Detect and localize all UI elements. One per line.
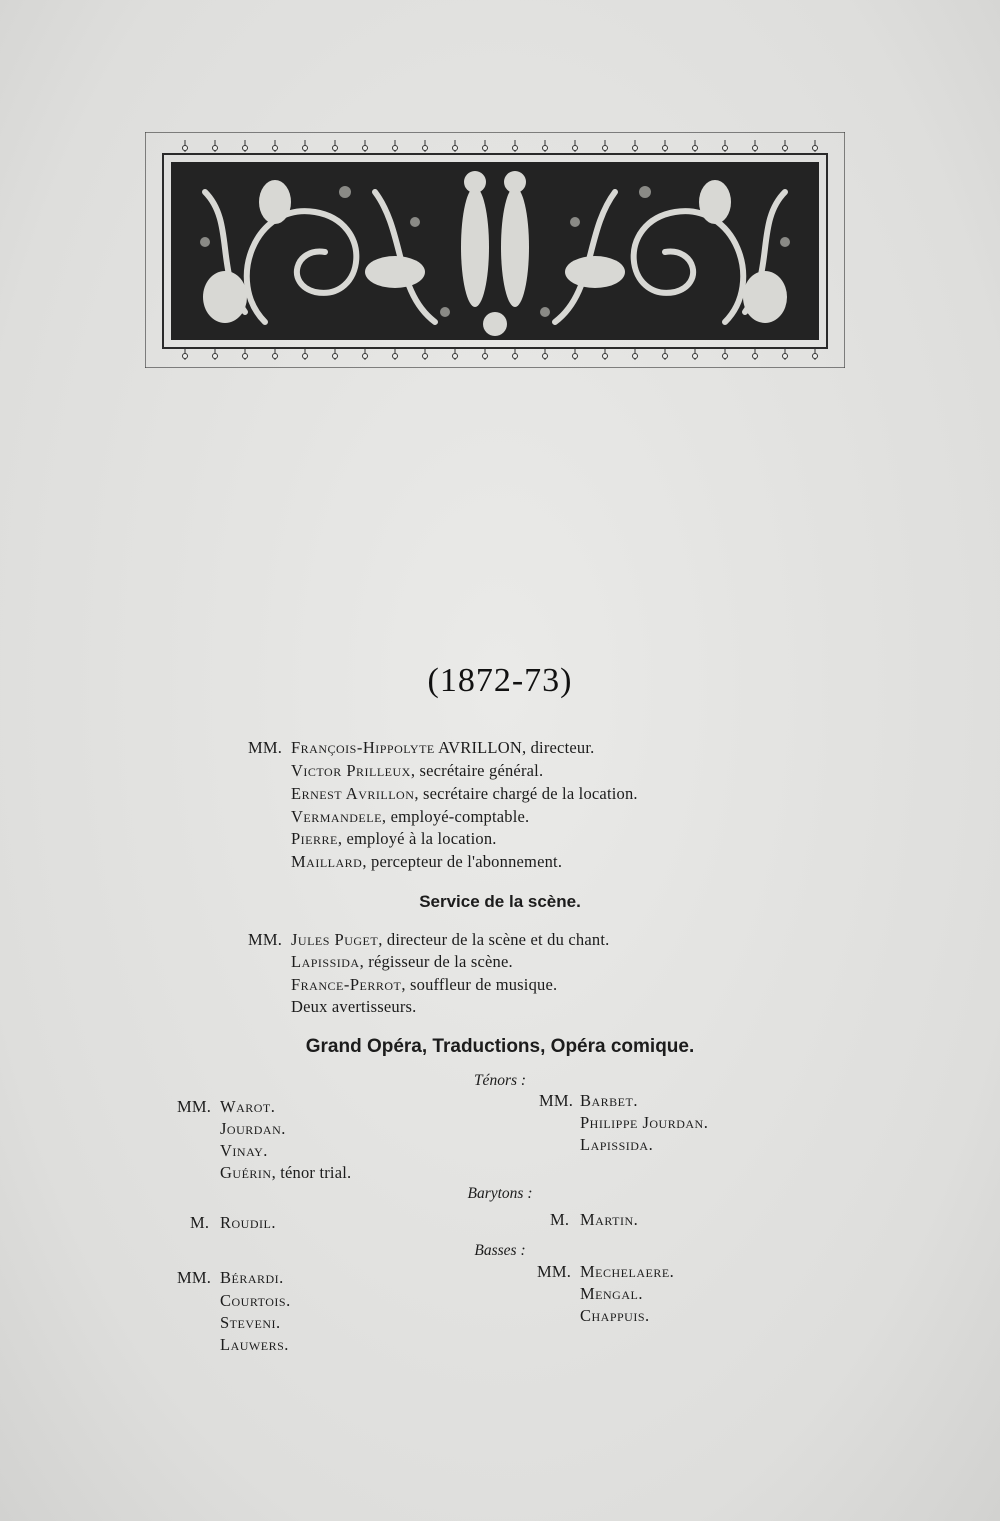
admin-role: , percepteur de l'abonnement. <box>362 852 563 871</box>
admin-name: Maillard <box>291 852 363 871</box>
service-role: , souffleur de musique. <box>401 975 558 994</box>
service-role: , régisseur de la scène. <box>359 952 513 971</box>
admin-name: Vermandele <box>291 807 382 826</box>
admin-name-extra: AVRILLON <box>434 738 522 757</box>
admin-role: , employé-comptable. <box>381 807 530 826</box>
basse-name: Lauwers. <box>220 1335 289 1354</box>
baryton-name: Roudil. <box>220 1213 276 1232</box>
admin-role: , directeur. <box>521 738 595 757</box>
service-name: France-Perrot <box>291 975 402 994</box>
service-heading: Service de la scène. <box>419 892 581 911</box>
season-year-title: (1872-73) <box>427 662 573 699</box>
tenor-name: Guérin <box>220 1163 272 1182</box>
basse-name: Chappuis. <box>580 1306 650 1325</box>
tenors-left-prefix: MM. <box>177 1097 212 1116</box>
basse-name: Courtois. <box>220 1291 291 1310</box>
service-line <box>291 952 513 972</box>
service-name: Lapissida <box>291 952 360 971</box>
barytons-label: Barytons : <box>467 1185 533 1202</box>
admin-line <box>291 784 638 804</box>
admin-line <box>291 807 529 827</box>
tenor-name: Lapissida. <box>580 1135 654 1154</box>
tenor-role: , ténor trial. <box>271 1163 352 1182</box>
admin-name: Victor Prilleux <box>291 761 411 780</box>
service-role: , directeur de la scène et du chant. <box>378 930 610 949</box>
barytons-right-prefix: M. <box>550 1210 570 1229</box>
service-prefix: MM. <box>248 930 283 949</box>
service-line <box>291 975 557 995</box>
admin-name: Ernest Avrillon <box>291 784 415 803</box>
admin-line <box>291 852 562 872</box>
admin-role: , secrétaire chargé de la location. <box>414 784 638 803</box>
tenor-name: Vinay. <box>220 1141 268 1160</box>
basse-name: Mengal. <box>580 1284 643 1303</box>
engraved-ornament-icon <box>145 132 845 368</box>
admin-role: , secrétaire général. <box>410 761 544 780</box>
admin-line <box>291 761 543 781</box>
admin-role: , employé à la location. <box>337 829 497 848</box>
tenor-trial-line <box>220 1163 351 1183</box>
tenor-name: Barbet. <box>580 1091 638 1110</box>
baryton-name: Martin. <box>580 1210 639 1229</box>
service-name: Jules Puget <box>291 930 379 949</box>
basses-right-prefix: MM. <box>537 1262 572 1281</box>
basse-name: Mechelaere. <box>580 1262 675 1281</box>
basse-name: Steveni. <box>220 1313 281 1332</box>
tenor-name: Philippe Jourdan. <box>580 1113 709 1132</box>
service-role: Deux avertisseurs. <box>291 997 417 1016</box>
tenor-name: Jourdan. <box>220 1119 286 1138</box>
barytons-left-prefix: M. <box>190 1213 210 1232</box>
basses-left-prefix: MM. <box>177 1268 212 1287</box>
tenors-right-prefix: MM. <box>539 1091 574 1110</box>
admin-line <box>291 829 497 849</box>
troupe-heading: Grand Opéra, Traductions, Opéra comique. <box>305 1036 695 1057</box>
admin-name: François-Hippolyte <box>291 738 435 757</box>
service-line <box>291 930 609 950</box>
admin-prefix: MM. <box>248 738 283 757</box>
basses-label: Basses : <box>474 1242 526 1259</box>
admin-name: Pierre <box>291 829 338 848</box>
tenor-name: Warot. <box>220 1097 276 1116</box>
admin-line <box>291 738 594 758</box>
basse-name: Bérardi. <box>220 1268 284 1287</box>
service-line <box>291 997 416 1017</box>
tenors-label: Ténors : <box>473 1072 527 1089</box>
